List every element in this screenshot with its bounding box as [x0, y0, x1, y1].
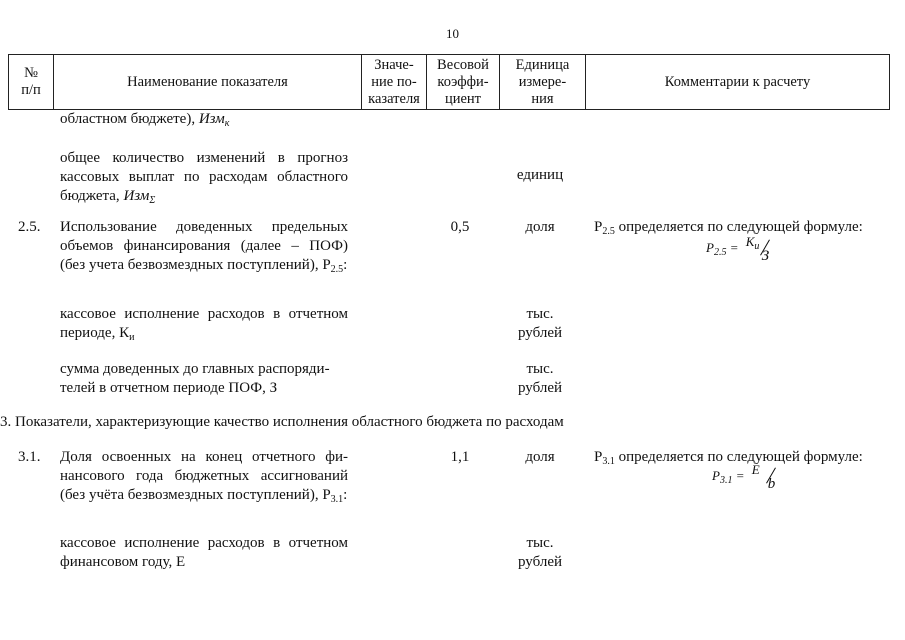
row-3-1-item-e-unit: тыс. рублей [517, 535, 563, 570]
total-changes-text: общее количество изменений в прогноз кассовых выплат по расходам областного бюджета, Изм$_\Sigma$ [60, 150, 348, 206]
table-header [8, 54, 890, 110]
row-2-5-unit: доля [525, 219, 555, 235]
header-weight: Весовой коэффи- циент [437, 56, 489, 107]
row-3-1-unit: доля [525, 449, 555, 465]
row-2-5-name: Использование доведенных предельных объемов финансирования (далее – ПОФ) (без учета безвозмездных поступлений), $Р_{2.5}$: [60, 219, 348, 275]
formula-p31: $P_{3.1}$ = E b [712, 462, 776, 492]
header-value: Значе- ние по- казателя [368, 56, 420, 107]
section-3-heading: 3. Показатели, характеризующие качество исполнения областного бюджета по расходам [0, 414, 564, 430]
page-number: 10 [446, 26, 459, 41]
row-2-5-item-ki-unit: тыс. рублей [517, 306, 563, 341]
header-number: № п/п [21, 65, 41, 98]
row-2-5-number: 2.5. [18, 219, 41, 235]
row-2-5-item-z-unit: тыс. рублей [517, 361, 563, 396]
header-unit: Единица измере- ния [515, 56, 570, 107]
row-2-5-item-z: сумма доведенных до главных распоряди- телей в отчетном периоде ПОФ, З [60, 361, 330, 396]
formula-p25: $P_{2.5}$ = $К_и$ З [706, 234, 770, 264]
total-changes-unit: единиц [516, 167, 564, 183]
row-3-1-name: Доля освоенных на конец отчетного фи-нансового года бюджетных ассигнований (без учёта безвозмездных поступлений), $Р_{3.1}$: [60, 449, 348, 505]
row-2-5-comment: $Р_{2.5}$ определяется по следующей формуле: [594, 219, 863, 237]
row-3-1-item-e: кассовое исполнение расходов в отчетном финансовом году, Е [60, 535, 348, 570]
header-comment: Комментарии к расчету [664, 73, 811, 90]
row-2-5-item-ki: кассовое исполнение расходов в отчетном периоде, $К_и$ [60, 306, 348, 343]
row-3-1-weight: 1,1 [450, 449, 470, 465]
continued-text: областном бюджете), Изм$_к$ [60, 111, 230, 129]
row-2-5-weight: 0,5 [450, 219, 470, 235]
row-3-1-number: 3.1. [18, 449, 41, 465]
row-3-1-comment: $Р_{3.1}$ определяется по следующей формуле: [594, 449, 863, 467]
header-name: Наименование показателя [127, 73, 288, 90]
